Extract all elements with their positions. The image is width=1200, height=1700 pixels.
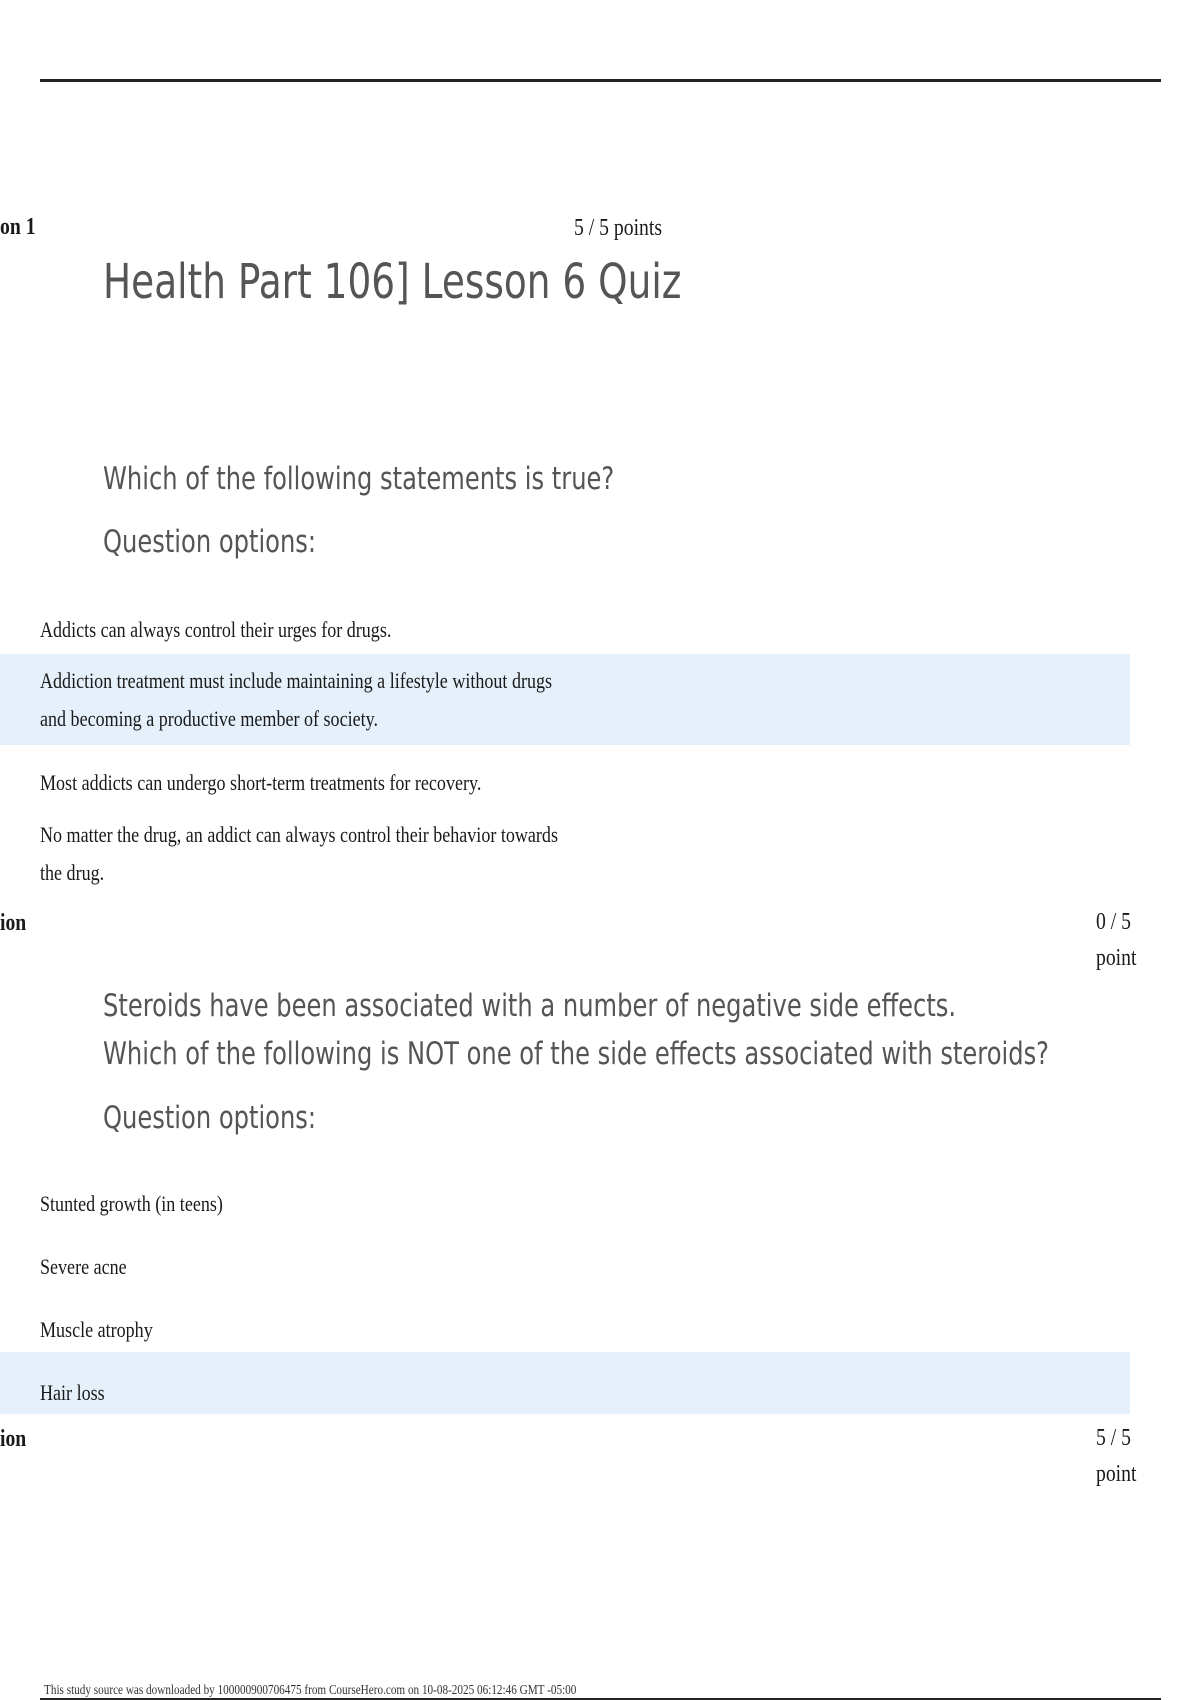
question-2-points [1096, 904, 1136, 976]
option-item[interactable] [40, 764, 481, 802]
page-title: Health Part 106] Lesson 6 Quiz [103, 254, 682, 310]
option-item-selected[interactable] [40, 1374, 105, 1412]
option-text: Stunted growth (in teens) [40, 1191, 223, 1216]
question-3-label: ion [0, 1426, 27, 1452]
option-text: and becoming a productive member of society. [40, 706, 378, 731]
option-text: Addicts can always control their urges for drugs. [40, 617, 392, 642]
points-unit: point [1096, 1461, 1137, 1487]
option-item[interactable] [40, 1248, 127, 1286]
option-item[interactable] [40, 816, 558, 892]
question-1-options-heading: Question options: [103, 524, 317, 560]
option-text: Hair loss [40, 1380, 105, 1405]
question-2-label: ion [0, 910, 27, 936]
question-1-points: 5 / 5 points [574, 215, 663, 241]
option-text: Severe acne [40, 1254, 127, 1279]
points-score: 0 / 5 [1096, 909, 1131, 935]
option-text: Addiction treatment must include maintaining a lifestyle without drugs [40, 668, 553, 693]
option-item[interactable] [40, 1311, 153, 1349]
top-divider [40, 79, 1161, 82]
question-2-options-heading: Question options: [103, 1100, 317, 1136]
option-text: Most addicts can undergo short-term treatments for recovery. [40, 770, 482, 795]
question-1-stem: Which of the following statements is true? [103, 461, 615, 497]
selected-option-highlight [0, 1352, 1130, 1414]
option-item[interactable] [40, 1185, 223, 1223]
option-text: Muscle atrophy [40, 1317, 153, 1342]
points-score: 5 / 5 [1096, 1425, 1131, 1451]
question-3-points [1096, 1420, 1136, 1492]
points-unit: point [1096, 945, 1137, 971]
footer-source-note: This study source was downloaded by 100000900706475 from CourseHero.com on 10-08-2025 06:12:46 GMT -05:00 [44, 1683, 577, 1698]
option-item[interactable] [40, 611, 391, 649]
option-text: the drug. [40, 860, 105, 885]
option-item-selected[interactable] [40, 662, 552, 738]
question-2-stem-line: Steroids have been associated with a number of negative side effects. [103, 988, 957, 1024]
question-2-stem [103, 982, 1049, 1078]
question-1-label: on 1 [0, 214, 36, 240]
option-text: No matter the drug, an addict can always control their behavior towards [40, 822, 558, 847]
question-2-stem-line: Which of the following is NOT one of the side effects associated with steroids? [103, 1036, 1050, 1072]
